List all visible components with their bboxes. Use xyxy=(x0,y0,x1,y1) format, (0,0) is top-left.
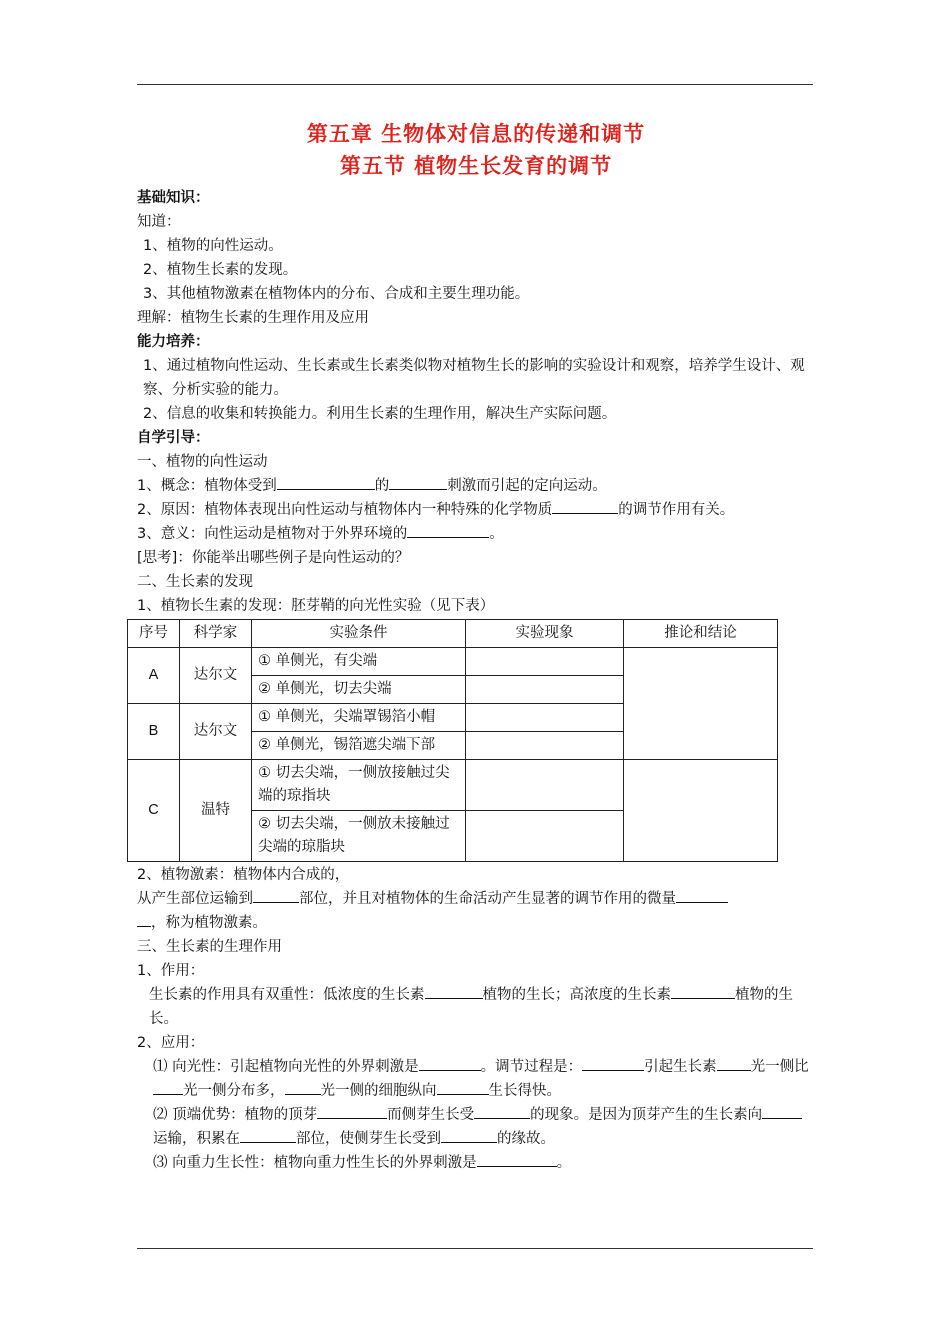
part2-heading: 二、生长素的发现 xyxy=(137,574,253,590)
ability-item-1: 1、通过植物向性运动、生长素或生长素类似物对植物生长的影响的实验设计和观察，培养学生设计、观察、分析实验的能力。 xyxy=(143,358,805,398)
scientist: 温特 xyxy=(180,760,252,862)
fill-blank[interactable] xyxy=(762,1103,802,1119)
guide-heading: 自学引导： xyxy=(137,430,210,446)
col-header: 实验条件 xyxy=(252,620,466,648)
fill-blank[interactable] xyxy=(137,911,151,927)
phenomenon-cell[interactable] xyxy=(466,648,624,676)
fill-blank[interactable] xyxy=(240,1127,296,1143)
part1-heading: 一、植物的向性运动 xyxy=(137,454,268,470)
condition: ② 单侧光，切去尖端 xyxy=(252,676,466,704)
fill-blank[interactable] xyxy=(407,522,489,538)
condition: ② 切去尖端，一侧放未接触过尖端的琼脂块 xyxy=(252,811,466,862)
reason-line: 2、原因：植物体表现出向性运动与植物体内一种特殊的化学物质 的调节作用有关。 xyxy=(137,498,815,522)
header-rule xyxy=(137,84,813,85)
experiment-table xyxy=(127,619,778,862)
table-row xyxy=(128,648,778,676)
condition: ① 单侧光，有尖端 xyxy=(252,648,466,676)
condition: ① 单侧光，尖端罩锡箔小帽 xyxy=(252,704,466,732)
condition: ② 单侧光，锡箔遮尖端下部 xyxy=(252,732,466,760)
table-header-row xyxy=(128,620,778,648)
condition: ① 切去尖端，一侧放接触过尖端的琼指块 xyxy=(252,760,466,811)
fill-blank[interactable] xyxy=(277,474,375,490)
fill-blank[interactable] xyxy=(389,474,447,490)
fill-blank[interactable] xyxy=(474,1103,530,1119)
col-header: 序号 xyxy=(128,620,180,648)
col-header: 科学家 xyxy=(180,620,252,648)
understand-line: 理解：植物生长素的生理作用及应用 xyxy=(137,310,369,326)
think-line: [思考]：你能举出哪些例子是向性运动的？ xyxy=(137,550,410,566)
phenomenon-cell[interactable] xyxy=(466,760,624,811)
row-id: C xyxy=(128,760,180,862)
apply-label: 2、应用： xyxy=(137,1035,205,1051)
document-page xyxy=(137,118,815,1175)
phototropism-paragraph: ⑴ 向光性：引起植物向光性的外界刺激是 。调节过程是： 引起生长素 光一侧比光一侧分布多， 光一侧的细胞纵向 生长得快。 xyxy=(137,1055,815,1103)
apical-paragraph: ⑵ 顶端优势：植物的顶芽 而侧芽生长受 的现象。是因为顶芽产生的生长素向运输，积累在 部位，使侧芽生长受到 的缘故。 xyxy=(137,1103,815,1151)
chapter-title: 第五章 生物体对信息的传递和调节 xyxy=(306,122,646,146)
fill-blank[interactable] xyxy=(285,1079,321,1095)
know-label: 知道： xyxy=(137,214,181,230)
fill-blank[interactable] xyxy=(441,1127,497,1143)
row-id: A xyxy=(128,648,180,704)
fill-blank[interactable] xyxy=(253,887,299,903)
col-header: 推论和结论 xyxy=(624,620,778,648)
phenomenon-cell[interactable] xyxy=(466,811,624,862)
know-item: 3、其他植物激素在植物体内的分布、合成和主要生理功能。 xyxy=(143,286,530,302)
effect-label: 1、作用： xyxy=(137,963,205,979)
hormone-line-2: 从产生部位运输到 部位，并且对植物体的生命活动产生显著的调节作用的微量 xyxy=(137,887,815,911)
fill-blank[interactable] xyxy=(676,887,728,903)
discovery-line: 1、植物长生素的发现：胚芽鞘的向光性实验（见下表） xyxy=(137,598,495,614)
effect-paragraph: 生长素的作用具有双重性：低浓度的生长素 植物的生长；高浓度的生长素 植物的生长。 xyxy=(137,983,815,1031)
concept-line: 1、概念：植物体受到 的 刺激而引起的定向运动。 xyxy=(137,474,815,498)
know-item: 2、植物生长素的发现。 xyxy=(143,262,298,278)
fill-blank[interactable] xyxy=(425,983,483,999)
section-title: 第五节 植物生长发育的调节 xyxy=(339,154,613,178)
fill-blank[interactable] xyxy=(317,1103,387,1119)
know-item: 1、植物的向性运动。 xyxy=(143,238,283,254)
phenomenon-cell[interactable] xyxy=(466,704,624,732)
conclusion-cell[interactable] xyxy=(624,760,778,862)
table-row xyxy=(128,760,778,811)
scientist: 达尔文 xyxy=(180,648,252,704)
row-id: B xyxy=(128,704,180,760)
fill-blank[interactable] xyxy=(419,1055,481,1071)
hormone-line-1: 2、植物激素：植物体内合成的， xyxy=(137,867,350,883)
hormone-line-3: ，称为植物激素。 xyxy=(137,911,815,935)
fill-blank[interactable] xyxy=(552,498,618,514)
fill-blank[interactable] xyxy=(582,1055,644,1071)
basic-heading: 基础知识： xyxy=(137,190,210,206)
gravitropism-line: ⑶ 向重力生长性：植物向重力性生长的外界刺激是 。 xyxy=(137,1151,815,1175)
scientist: 达尔文 xyxy=(180,704,252,760)
fill-blank[interactable] xyxy=(477,1151,557,1167)
phenomenon-cell[interactable] xyxy=(466,732,624,760)
footer-rule xyxy=(137,1248,813,1249)
ability-heading: 能力培养： xyxy=(137,334,210,350)
fill-blank[interactable] xyxy=(437,1079,489,1095)
meaning-line: 3、意义：向性运动是植物对于外界环境的 。 xyxy=(137,522,815,546)
phenomenon-cell[interactable] xyxy=(466,676,624,704)
fill-blank[interactable] xyxy=(153,1079,183,1095)
col-header: 实验现象 xyxy=(466,620,624,648)
fill-blank[interactable] xyxy=(717,1055,751,1071)
ability-item-2: 2、信息的收集和转换能力。利用生长素的生理作用，解决生产实际问题。 xyxy=(143,406,617,422)
part3-heading: 三、生长素的生理作用 xyxy=(137,939,282,955)
fill-blank[interactable] xyxy=(671,983,735,999)
conclusion-cell[interactable] xyxy=(624,648,778,760)
